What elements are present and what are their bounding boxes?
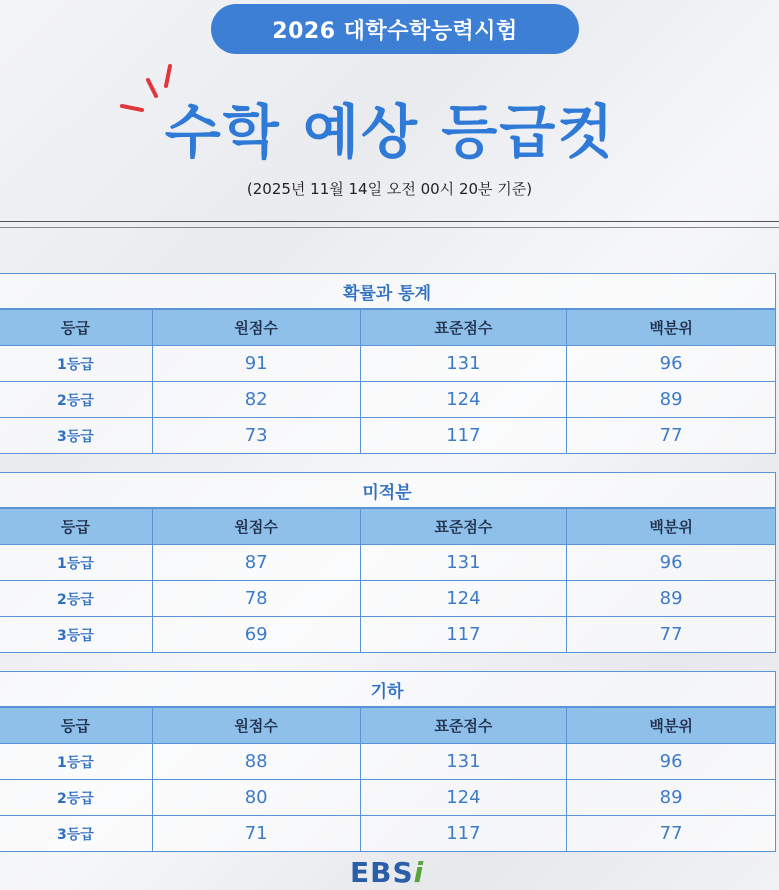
table-row [0,780,776,816]
raw-score-cell: 71 [153,816,361,851]
percentile-cell: 96 [567,545,776,580]
raw-score-cell: 78 [153,581,361,616]
standard-score-cell: 124 [361,382,568,417]
grade-cell: 2등급 [0,780,153,815]
grade-cell: 3등급 [0,418,153,453]
raw-score-cell: 87 [153,545,361,580]
table-header-row [0,309,776,346]
ebsi-logo [350,856,424,890]
table-header-row [0,508,776,545]
page-title: 수학 예상 등급컷 [164,98,616,166]
grade-cell: 1등급 [0,545,153,580]
raw-score-cell: 91 [153,346,361,381]
raw-score-cell: 69 [153,617,361,652]
raw-score-cell: 80 [153,780,361,815]
column-header: 백분위 [567,509,776,544]
logo-accent: i [413,856,425,889]
table-row [0,617,776,653]
standard-score-cell: 117 [361,418,568,453]
raw-score-cell: 88 [153,744,361,779]
grade-cell: 1등급 [0,744,153,779]
divider-line [0,221,779,222]
standard-score-cell: 117 [361,816,568,851]
percentile-cell: 77 [567,418,776,453]
standard-score-cell: 117 [361,617,568,652]
table-header-row [0,707,776,744]
percentile-cell: 96 [567,346,776,381]
percentile-cell: 96 [567,744,776,779]
column-header: 표준점수 [361,708,568,743]
table-row [0,744,776,780]
column-header: 원점수 [153,310,361,345]
divider-line [0,227,779,228]
percentile-cell: 77 [567,617,776,652]
grade-table-geometry [0,671,776,852]
grade-cell: 1등급 [0,346,153,381]
column-header: 등급 [0,708,153,743]
column-header: 백분위 [567,708,776,743]
percentile-cell: 89 [567,382,776,417]
timestamp-subtitle: (2025년 11월 14일 오전 00시 20분 기준) [246,180,533,198]
grade-cell: 3등급 [0,617,153,652]
table-row [0,418,776,454]
standard-score-cell: 124 [361,780,568,815]
column-header: 표준점수 [361,310,568,345]
grade-table-calculus [0,472,776,653]
table-row [0,545,776,581]
column-header: 원점수 [153,708,361,743]
raw-score-cell: 82 [153,382,361,417]
grade-cell: 2등급 [0,581,153,616]
column-header: 백분위 [567,310,776,345]
column-header: 원점수 [153,509,361,544]
standard-score-cell: 124 [361,581,568,616]
grade-table-prob-stats [0,273,776,454]
table-row [0,346,776,382]
standard-score-cell: 131 [361,346,568,381]
logo-text: EBS [350,856,414,889]
percentile-cell: 77 [567,816,776,851]
raw-score-cell: 73 [153,418,361,453]
percentile-cell: 89 [567,780,776,815]
standard-score-cell: 131 [361,545,568,580]
column-header: 표준점수 [361,509,568,544]
table-title: 미적분 [0,472,776,508]
grade-cell: 2등급 [0,382,153,417]
table-row [0,581,776,617]
column-header: 등급 [0,310,153,345]
table-row [0,816,776,852]
grade-cell: 3등급 [0,816,153,851]
table-title: 확률과 통계 [0,273,776,309]
table-title: 기하 [0,671,776,707]
table-row [0,382,776,418]
exam-title-pill: 2026 대학수학능력시험 [211,4,579,54]
percentile-cell: 89 [567,581,776,616]
standard-score-cell: 131 [361,744,568,779]
column-header: 등급 [0,509,153,544]
